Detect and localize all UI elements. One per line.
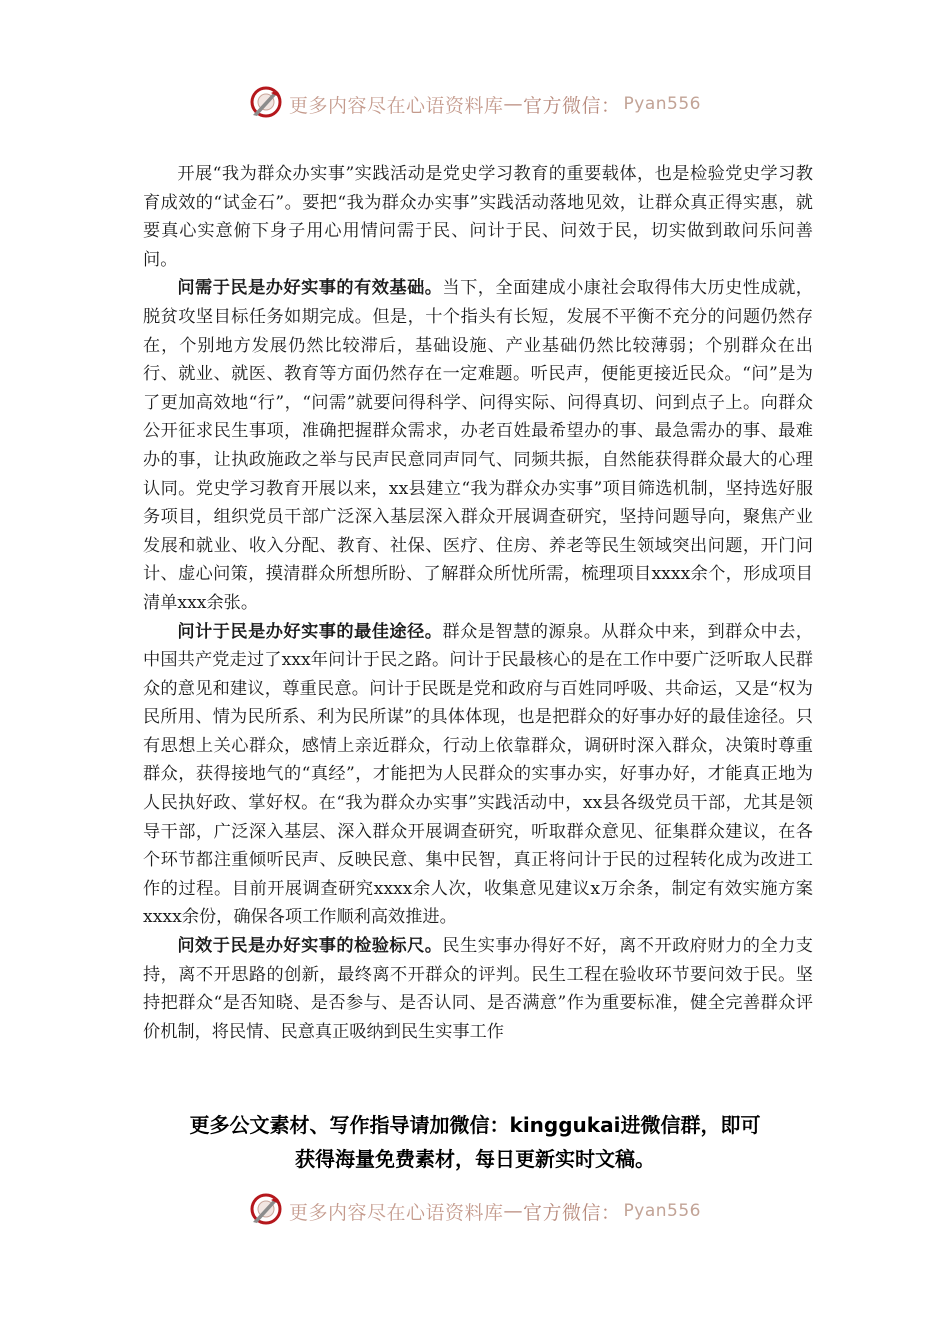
watermark-account: Pyan556 [623, 1201, 701, 1221]
watermark-official: 官方微信： [523, 94, 621, 117]
quill-logo-icon [249, 1192, 283, 1231]
paragraph-lead: 问效于民是办好实事的检验标尺。 [177, 936, 443, 957]
promo-line-2: 获得海量免费素材，每日更新实时文稿。 [295, 1147, 655, 1171]
paragraph-text: 群众是智慧的源泉。从群众中来，到群众中去，中国共产党走过了xxx年问计于民之路。问计于民最核心的是在工作中要广泛听取人民群众的意见和建议，尊重民意。问计于民既是党和政府与百姓同呼吸、共命运，又是“权为民所用、情为民所系、利为民所谋”的具体体现，也是把群众的好事办好的最佳途径。只有思想上关心群众，感情上亲近群众，行动上依靠群众，调研时深入群众，决策时尊重群众，获得接地气的“真经”，才能把为人民群众的实事办实，好事办好，才能真正地为人民执好政、掌好权。在“我为群众办实事”实践活动中，xx县各级党员干部，尤其是领导干部，广泛深入基层、深入群众开展调查研究，听取群众意见、征集群众建议，在各个环节都注重倾听民声、反映民意、集中民智，真正将问计于民的过程转化成为改进工作的过程。目前开展调查研究xxxx余人次，收集意见建议x万余条，制定有效实施方案xxxx余份，确保各项工作顺利高效推进。 [143, 621, 813, 928]
document-body [143, 160, 813, 1046]
watermark-brand: 更多内容尽在心语资料库 [289, 94, 504, 117]
watermark-banner-bottom [0, 1191, 950, 1231]
paragraph-lead: 问需于民是办好实事的有效基础。 [177, 278, 443, 299]
promo-line-1: 更多公文素材、写作指导请加微信：kinggukai进微信群，即可 [189, 1113, 761, 1137]
paragraph-ask-effect [143, 932, 813, 1046]
paragraph-lead: 问计于民是办好实事的最佳途径。 [177, 621, 443, 642]
watermark-brand: 更多内容尽在心语资料库 [289, 1201, 504, 1224]
paragraph-text: 当下，全面建成小康社会取得伟大历史性成就，脱贫攻坚目标任务如期完成。但是，十个指头有长短，发展不平衡不充分的问题仍然存在，个别地方发展仍然比较滞后，基础设施、产业基础仍然比较薄弱；个别群众在出行、就业、就医、教育等方面仍然存在一定难题。听民声，便能更接近民众。“问”是为了更加高效地“行”，“问需”就要问得科学、问得实际、问得真切、问到点子上。向群众公开征求民生事项，准确把握群众需求，办老百姓最希望办的事、最急需办的事、最难办的事，让执政施政之举与民声民意同声同气、同频共振，自然能获得群众最大的心理认同。党史学习教育开展以来，xx县建立“我为群众办实事”项目筛选机制，坚持选好服务项目，组织党员干部广泛深入基层深入群众开展调查研究，坚持问题导向，聚焦产业发展和就业、收入分配、教育、社保、医疗、住房、养老等民生领域突出问题，开门问计、虚心问策，摸清群众所想所盼、了解群众所忧所需，梳理项目xxxx余个，形成项目清单xxx余张。 [143, 278, 813, 613]
watermark-banner-top [0, 84, 950, 124]
paragraph-intro [143, 160, 813, 274]
paragraph-text: 民生实事办得好不好，离不开政府财力的全力支持，离不开思路的创新，最终离不开群众的评判。民生工程在验收环节要问效于民。坚持把群众“是否知晓、是否参与、是否认同、是否满意”作为重要标准，健全完善群众评价机制，将民情、民意真正吸纳到民生实事工作 [143, 936, 813, 1042]
paragraph-ask-advice [143, 618, 813, 933]
promo-notice [120, 1108, 830, 1176]
quill-logo-icon [249, 85, 283, 124]
watermark-dash: — [503, 93, 524, 115]
watermark-account: Pyan556 [623, 94, 701, 114]
paragraph-text: 开展“我为群众办实事”实践活动是党史学习教育的重要载体，也是检验党史学习教育成效的“试金石”。要把“我为群众办实事”实践活动落地见效，让群众真正得实惠，就要真心实意俯下身子用心用情问需于民、问计于民、问效于民，切实做到敢问乐问善问。 [143, 164, 813, 270]
watermark-dash: — [503, 1200, 524, 1222]
watermark-official: 官方微信： [523, 1201, 621, 1224]
paragraph-ask-needs [143, 274, 813, 617]
